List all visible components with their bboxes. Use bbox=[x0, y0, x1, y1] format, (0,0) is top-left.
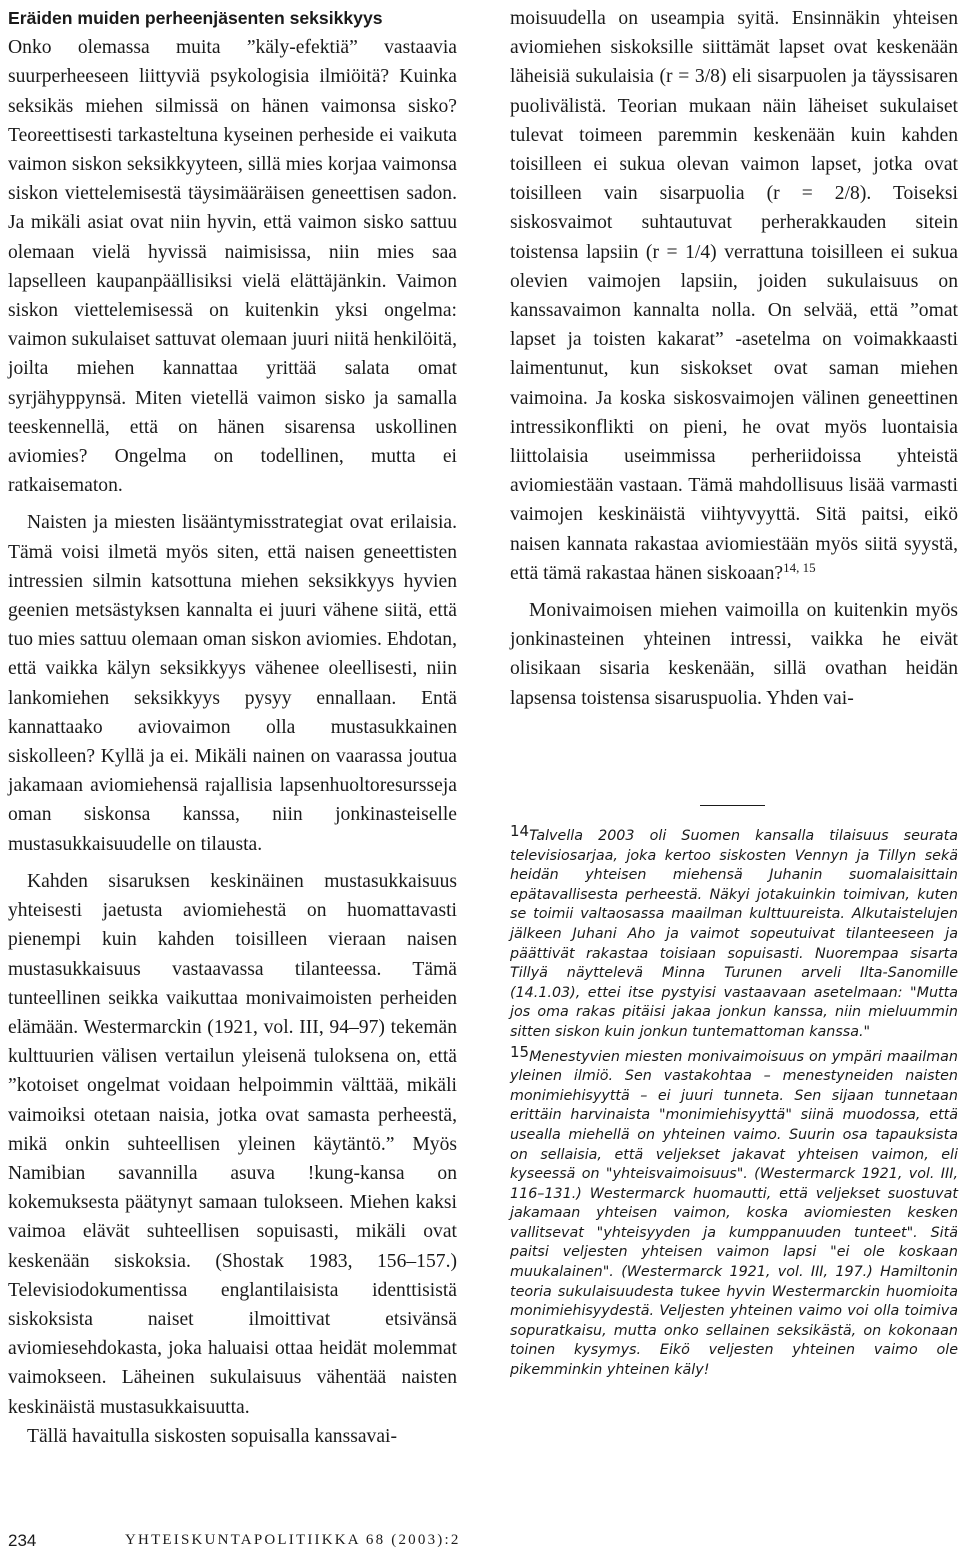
footnote-number: 15 bbox=[510, 1042, 530, 1061]
body-paragraph: Tällä havaitulla siskosten sopuisalla kanssavai- bbox=[27, 1425, 398, 1447]
footnote-text: Talvella 2003 oli Suomen kansalla tilaisuus seurata televisiosarjaa, joka kertoo siskosten Vennyn ja Tillyn sekä heidän yhteisen miehensä Juhanin suomalaisittain epätavallisesta perheestä. Näkyi jotakuinkin toimivan, kuten se toimii valtaosassa maailman kulttuureista. Alkutaistelujen jälkeen Juhani Aho ja vaimot sopeutuivat tilanteeseen ja päättivät rakastaa toisiaan sopuisasti. Nuorempaa sisarta Tillyä näyttelevä Minna Turunen arveli Ilta-Sanomille (14.1.03), ettei itse pystyisi vastaavaan asetelmaan: "Mutta jos oma rakas pitäisi jakaa jonkun kanssa, niin mieluummin sitten siskon kuin jonkun tuntemattoman kanssa." bbox=[510, 828, 958, 1040]
footnote-separator bbox=[700, 805, 765, 806]
body-text: moisuudella on useampia syitä. Ensinnäkin yhteisen aviomiehen siskoksille siittämät lapset ovat keskenään läheisiä sukulaisia (r = 3/8) eli sisarpuolen ja täyssisaren puolivälistä. Teorian mukaan näin läheiset sukulaiset tulevat toimeen paremmin keskenään kuin kahden toisilleen ei sukua olevan vaimon lapset, jotka ovat toisilleen vain sisarpuolia (r = 2/8). Toiseksi siskosvaimot suhtautuvat perherakkauden sitein toistensa lapsiin (r = 1/4) verrattuna toisilleen ei sukua olevien vaimojen lapsiin, joiden sukulaisuus on kanssavaimon kannalta nolla. On selvää, että ”omat lapset ja toisten kakarat” -asetelma on voimakkaasti laimentunut, kun siskokset ovat saman miehen vaimoina. Ja koska siskosvaimojen välinen geneettinen intressikonflikti on pieni, he ovat myös luontaisia liittolaisia useimmissa perheriidoissa yhteistä aviomiestään vastaan. Tämä mahdollisuus lisää varmasti vaimojen keskinäistä viihtyvyyttä. Sitä paitsi, eikö naisen kannata rakastaa aviomiestään myös siitä syystä, että tämä rakastaa hänen siskoaan? bbox=[510, 8, 958, 584]
footnote bbox=[510, 1043, 958, 1381]
body-paragraph: Kahden sisaruksen keskinäinen mustasukkaisuus yhteisesti jaetusta aviomiehestä on huomattavasti pienempi kuin kahden toisilleen vieraan naisen mustasukkaisuus vastaavassa tilanteessa. Tämä tunteellinen seikka vaikuttaa monivaimoisten perheiden elämään. Westermarckin (1921, vol. III, 94–97) tekemän kulttuurien välisen vertailun yleisenä tuloksena on, että ”kotoiset ongelmat voidaan helpoimmin välttää, mikäli vaimoiksi otetaan naisia, jotka ovat samasta perheestä, mikä onkin suhteellisen yleinen käytäntö.” Myös Namibian savannilla asuva !kung-kansa on kokemuksesta päätynyt samaan tulokseen. Miehen kaksi vaimoa elävät suhteellisen sopuisasti, mikäli ovat keskenään siskoksia. (Shostak 1983, 156–157.) Televisiodokumentissa englantilaisista identtisistä siskoksista naiset ilmoittivat etsivänsä aviomiesehdokasta, joka haluaisi ottaa heidät molemmat vaimokseen. Läheinen sukulaisuus vähentää naisten keskinäistä mustasukkaisuutta. bbox=[8, 870, 457, 1418]
footnote-number: 14 bbox=[510, 822, 530, 840]
section-heading: Eräiden muiden perheenjäsenten seksikkyys bbox=[8, 8, 383, 28]
footnote bbox=[510, 822, 958, 1043]
right-column bbox=[510, 4, 958, 713]
footnote-reference: 14, 15 bbox=[783, 559, 816, 575]
body-paragraph bbox=[510, 4, 958, 588]
body-paragraph: Naisten ja miesten lisääntymisstrategiat ovat erilaisia. Tämä voisi ilmetä myös siten, että naisen geneettisten intressien silmin katsottuna miehen seksikkyys hyvien geenien metsästyksen kannalta ei juuri vähene siitä, että tuo mies sattuu olemaan oman siskon aviomies. Ehdotan, että vaikka kälyn seksikkyys vähenee oleellisesti, niin lankomiehen seksikkyys pysyy ennallaan. Entä kannattaako aviovaimon olla mustasukkainen siskolleen? Kyllä ja ei. Mikäli nainen on vaarassa joutua jakamaan aviomiehensä rajallisia lapsenhuoltoresursseja oman siskonsa kanssa, niin jonkinasteiselle mustasukkaisuudelle on tilausta. bbox=[8, 512, 457, 855]
page-footer bbox=[8, 1527, 948, 1555]
page-number: 234 bbox=[8, 1531, 37, 1550]
footnotes bbox=[510, 822, 958, 1381]
left-column bbox=[8, 4, 457, 1451]
footnote-text: Menestyvien miesten monivaimoisuus on ympäri maailman yleinen ilmiö. Sen vastakohtaa – menestyneiden naisten monimiehisyyttä – ei juuri tunneta. Sen sijaan tunnetaan erittäin harvinaista "monimiehisyyttä" siinä muodossa, että usealla miehellä on yhteinen vaimo. Suurin osa tapauksista on sellaisia, että veljekset jakavat yhteisen vaimon, eli kyseessä on "yhteisvaimoisuus". (Westermarck 1921, vol. III, 116–131.) Westermarck huomautti, että veljekset suostuvat jakamaan yhteisen vaimon, koska aviomiesten kesken vallitsevat "yhteisyyden ja kumppanuuden tunteet". Sitä paitsi veljesten yhteisen vaimon lapsi "ei ole koskaan muukalainen". (Westermarck 1921, vol. III, 197.) Hamiltonin teoria sukulaisuudesta tukee hyvin Westermarckin huomioita monimiehisyydestä. Veljesten yhteinen vaimo voi olla toimiva sopuratkaisu, mutta onko sellainen seksikästä, on kokonaan toinen kysymys. Eikö veljesten yhteinen vaimo ole pikemminkin yhteinen käly! bbox=[510, 1048, 958, 1379]
journal-title: YHTEISKUNTAPOLITIIKKA 68 (2003):2 bbox=[125, 1532, 461, 1548]
body-paragraph: Onko olemassa muita ”käly-efektiä” vastaavia suurperheeseen liittyviä psykologisia ilmiöitä? Kuinka seksikäs miehen silmissä on hänen vaimonsa sisko? Teoreettisesti tarkasteltuna kyseinen perheside ei vaikuta vaimon siskon seksikkyyteen, sillä mies korjaa vaimonsa siskon viettelemisestä täysimääräisen geneettisen sadon. Ja mikäli asiat ovat niin hyvin, että vaimon sisko sattuu olemaan vielä hyvissä naimisissa, niin mies saa lapselleen kaupanpäällisiksi vielä elättäjänkin. Vaimon siskon viettelemisessä on kuitenkin yksi ongelma: vaimon sukulaiset sattuvat olemaan juuri niitä henkilöitä, joilta miehen kannattaa yrittää salata omat syrjähyppynsä. Miten vietellä vaimon sisko ja samalla teeskennellä, että on hänen sisarensa uskollinen aviomies? Ongelma on todellinen, mutta ei ratkaisematon. bbox=[8, 37, 457, 497]
body-paragraph: Monivaimoisen miehen vaimoilla on kuitenkin myös jonkinasteinen yhteinen intressi, vaikka he eivät olisikaan sisaria keskenään, sillä ovathan heidän lapsensa toistensa sisaruspuolia. Yhden vai- bbox=[510, 600, 958, 709]
